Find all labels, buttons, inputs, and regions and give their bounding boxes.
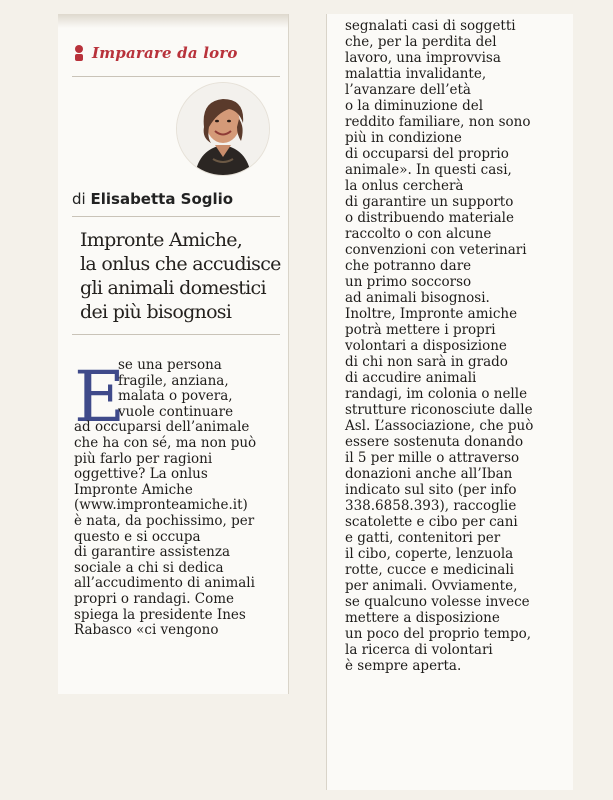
text-line: strutture riconosciute dalle: [345, 402, 533, 418]
text-line: (www.impronteamiche.it): [74, 497, 248, 514]
text-line: è sempre aperta.: [345, 658, 462, 674]
text-line: più farlo per ragioni: [74, 450, 213, 467]
text-line: il 5 per mille o attraverso: [345, 450, 520, 466]
text-line: ad animali bisognosi.: [345, 290, 490, 306]
text-line: sociale a chi si dedica: [74, 559, 224, 576]
text-line: un primo soccorso: [345, 274, 472, 290]
text-line: o la diminuzione del: [345, 98, 484, 114]
text-line: spiega la presidente Ines: [74, 606, 246, 623]
text-line: un poco del proprio tempo,: [345, 626, 532, 642]
byline-author: Elisabetta Soglio: [90, 190, 234, 208]
text-line: è nata, da pochissimo, per: [74, 512, 255, 529]
rubric-divider: [72, 76, 280, 77]
text-line: volontari a disposizione: [345, 338, 507, 354]
text-line: malata o povera,: [118, 388, 233, 405]
text-line: Asl. L’associazione, che può: [345, 418, 534, 434]
text-line: oggettive? La onlus: [74, 466, 208, 483]
text-line: il cibo, coperte, lenzuola: [345, 546, 514, 562]
text-line: che, per la perdita del: [345, 34, 497, 50]
headline-line: Impronte Amiche,: [80, 229, 243, 251]
text-line: se qualcuno volesse invece: [345, 594, 530, 610]
text-line: raccolto o con alcune: [345, 226, 492, 242]
text-line: potrà mettere i propri: [345, 322, 496, 338]
info-icon: [74, 45, 84, 61]
text-line: che ha con sé, ma non può: [74, 434, 257, 451]
text-line: malattia invalidante,: [345, 66, 487, 82]
text-line: scatolette e cibo per cani: [345, 514, 518, 530]
author-portrait: [176, 82, 270, 176]
article-body-left: [74, 358, 274, 639]
text-line: di accudire animali: [345, 370, 477, 386]
text-line: Rabasco «ci vengono: [74, 622, 219, 639]
headline-line: gli animali domestici: [80, 277, 266, 299]
headline-line: dei più bisognosi: [80, 301, 232, 323]
headline-divider: [72, 334, 280, 335]
text-line: randagi, im colonia o nelle: [345, 386, 528, 402]
left-column-clipping: [58, 14, 289, 694]
drop-cap: E: [74, 356, 126, 438]
rubric-label: Imparare da loro: [92, 44, 238, 62]
byline-prefix: di: [72, 190, 86, 208]
text-line: o distribuendo materiale: [345, 210, 514, 226]
bleed-through-band: [58, 14, 288, 28]
text-line: vuole continuare: [118, 403, 234, 420]
article-body-right: [345, 18, 571, 674]
text-line: e gatti, contenitori per: [345, 530, 501, 546]
text-line: reddito familiare, non sono: [345, 114, 531, 130]
text-line: Impronte Amiche: [74, 481, 193, 498]
text-line: di occuparsi del proprio: [345, 146, 509, 162]
text-line: Inoltre, Impronte amiche: [345, 306, 518, 322]
text-line: propri o randagi. Come: [74, 590, 235, 607]
byline: [72, 190, 272, 208]
text-line: indicato sul sito (per info: [345, 482, 517, 498]
text-line: donazioni anche all’Iban: [345, 466, 513, 482]
text-line: 338.6858.393), raccoglie: [345, 498, 517, 514]
text-line: segnalati casi di soggetti: [345, 18, 516, 34]
text-line: più in condizione: [345, 130, 462, 146]
text-line: convenzioni con veterinari: [345, 242, 527, 258]
text-line: la ricerca di volontari: [345, 642, 493, 658]
author-portrait-drawing: [177, 83, 269, 175]
right-column-clipping: [326, 14, 573, 790]
text-line: lavoro, una improvvisa: [345, 50, 501, 66]
article-headline: [80, 228, 286, 324]
text-line: questo e si occupa: [74, 528, 201, 545]
text-line: ad occuparsi dell’animale: [74, 419, 250, 436]
text-line: di chi non sarà in grado: [345, 354, 508, 370]
text-line: fragile, anziana,: [118, 372, 229, 389]
text-line: la onlus cercherà: [345, 178, 464, 194]
text-line: rotte, cucce e medicinali: [345, 562, 514, 578]
rubric: [74, 42, 238, 64]
headline-line: la onlus che accudisce: [80, 253, 281, 275]
text-line: di garantire un supporto: [345, 194, 514, 210]
text-line: essere sostenuta donando: [345, 434, 524, 450]
text-line: mettere a disposizione: [345, 610, 500, 626]
text-line: animale». In questi casi,: [345, 162, 512, 178]
text-line: se una persona: [118, 357, 222, 373]
text-line: l’avanzare dell’età: [345, 82, 471, 98]
byline-divider: [72, 216, 280, 217]
text-line: di garantire assistenza: [74, 544, 231, 561]
text-line: per animali. Ovviamente,: [345, 578, 518, 594]
text-line: all’accudimento di animali: [74, 575, 255, 592]
text-line: che potranno dare: [345, 258, 472, 274]
